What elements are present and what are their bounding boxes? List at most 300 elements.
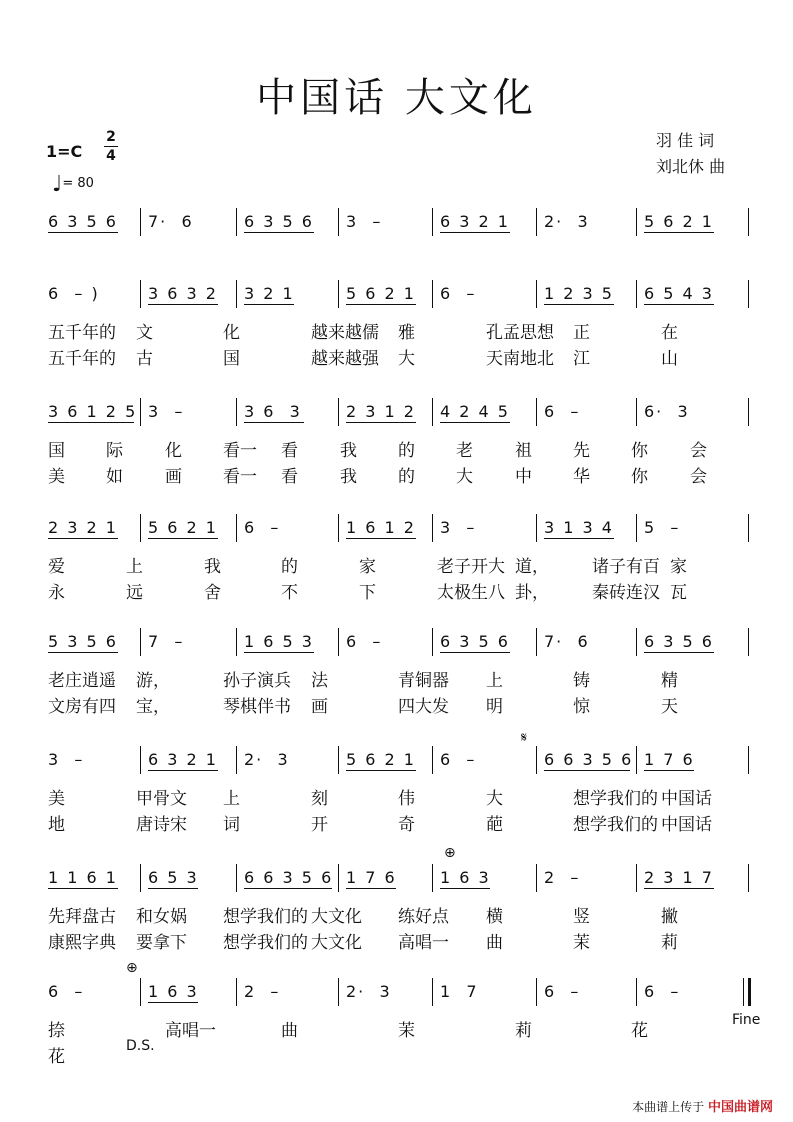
measure-notes: 6 6 3 5 6 — [544, 750, 634, 769]
lyric-word: 的 — [398, 467, 415, 487]
barline — [236, 746, 237, 774]
measure — [48, 280, 138, 310]
barline — [636, 280, 637, 308]
staff-row — [44, 628, 752, 658]
lyric-word: 大 — [456, 467, 473, 487]
measure — [244, 978, 336, 1008]
measure — [148, 514, 234, 544]
lyric-word: 太极生八 — [437, 583, 505, 603]
barline — [236, 514, 237, 542]
lyric-word: 莉 — [661, 933, 678, 953]
barline — [338, 280, 339, 308]
tempo-mark: ♩= 80 — [52, 172, 94, 197]
measure — [244, 208, 336, 238]
measure-notes: 3 6 3 2 — [148, 284, 218, 303]
beam-line — [148, 888, 198, 889]
lyric-word: 地 — [48, 815, 65, 835]
measure-notes: 3 6 1 2 5 — [48, 402, 138, 421]
beam-line — [48, 232, 118, 233]
measure-notes: 6 – — [48, 982, 85, 1001]
barline — [636, 978, 637, 1006]
measure — [644, 864, 746, 894]
lyric-word: 看一 — [223, 441, 257, 461]
measure-notes: 6 3 2 1 — [440, 212, 510, 231]
lyric-word: 中国话 — [661, 815, 712, 835]
lyric-word: 精 — [661, 671, 678, 691]
lyric-word: 瓦 — [670, 583, 687, 603]
beam-line — [148, 304, 218, 305]
barline — [338, 746, 339, 774]
measure-notes: 1 7 6 — [346, 868, 397, 887]
measure-notes: 6 3 5 6 — [440, 632, 510, 651]
barline — [636, 746, 637, 774]
barline — [236, 628, 237, 656]
measure — [48, 864, 138, 894]
beam-line — [440, 888, 490, 889]
lyric-word: 上 — [126, 557, 143, 577]
measure — [148, 864, 234, 894]
lyric-word: 青铜器 — [398, 671, 449, 691]
beam-line — [346, 538, 416, 539]
beam-line — [244, 652, 314, 653]
lyric-word: 美 — [48, 467, 65, 487]
beam-line — [244, 232, 314, 233]
measure — [48, 398, 138, 428]
lyric-word: 家 — [670, 557, 687, 577]
lyric-word: 家 — [359, 557, 376, 577]
measure-notes: 6 3 5 6 — [48, 212, 118, 231]
lyric-word: 和女娲 — [136, 907, 187, 927]
lyric-word: 游， — [136, 671, 170, 691]
measure-notes: 6 – ) — [48, 284, 100, 303]
measure — [48, 978, 138, 1008]
measure — [440, 280, 534, 310]
barline — [636, 864, 637, 892]
measure — [440, 208, 534, 238]
lyric-word: 国 — [223, 349, 240, 369]
beam-line — [644, 770, 694, 771]
measure — [346, 514, 430, 544]
measure — [48, 514, 138, 544]
beam-line — [244, 304, 294, 305]
barline — [748, 628, 749, 656]
measure — [644, 514, 746, 544]
lyric-word: 康熙字典 — [48, 933, 116, 953]
measure-notes: 2 3 1 7 — [644, 868, 714, 887]
measure-notes: 3 – — [48, 750, 85, 769]
measure-notes: 6 – — [440, 284, 477, 303]
lyric-word: 大文化 — [311, 907, 362, 927]
measure-notes: 3 – — [440, 518, 477, 537]
lyric-word: 花 — [48, 1047, 65, 1067]
beam-line — [644, 888, 714, 889]
lyric-word: 捺 — [48, 1021, 65, 1041]
barline — [536, 514, 537, 542]
measure-notes: 3 – — [148, 402, 185, 421]
lyric-word: 词 — [223, 815, 240, 835]
barline — [748, 864, 749, 892]
measure-notes: 5 3 5 6 — [48, 632, 118, 651]
measure — [346, 978, 430, 1008]
footer-text: 本曲谱上传于 — [632, 1100, 705, 1114]
measure-notes: 3 6 3 — [244, 402, 302, 421]
measure-notes: 2 3 1 2 — [346, 402, 416, 421]
lyric-word: 想学我们的 — [573, 789, 658, 809]
barline — [636, 398, 637, 426]
beam-line — [244, 888, 332, 889]
measure — [244, 628, 336, 658]
measure — [346, 864, 430, 894]
measure-notes: 6 – — [346, 632, 383, 651]
lyric-word: 横 — [486, 907, 503, 927]
barline — [432, 628, 433, 656]
measure-notes: 4 2 4 5 — [440, 402, 510, 421]
measure — [440, 628, 534, 658]
lyric-word: 五千年的 — [48, 349, 116, 369]
barline — [536, 978, 537, 1006]
barline — [432, 208, 433, 236]
lyric-word: 上 — [223, 789, 240, 809]
measure-notes: 2 – — [244, 982, 281, 1001]
measure-notes: 1 2 3 5 — [544, 284, 614, 303]
measure — [440, 864, 534, 894]
measure — [644, 746, 746, 776]
measure-notes: 6· 3 — [644, 402, 690, 421]
measure — [544, 280, 634, 310]
lyric-word: 永 — [48, 583, 65, 603]
measure — [346, 746, 430, 776]
measure — [644, 208, 746, 238]
barline — [140, 208, 141, 236]
lyric-word: 先拜盘古 — [48, 907, 116, 927]
beam-line — [644, 304, 714, 305]
measure — [544, 628, 634, 658]
lyric-word: 高唱一 — [398, 933, 449, 953]
lyric-word: 惊 — [573, 697, 590, 717]
lyric-word: 法 — [311, 671, 328, 691]
measure — [48, 746, 138, 776]
barline — [432, 514, 433, 542]
page-title: 中国话 大文化 — [256, 75, 537, 121]
measure — [244, 398, 336, 428]
barline — [536, 746, 537, 774]
measure-notes: 1 7 — [440, 982, 479, 1001]
lyric-word: 爱 — [48, 557, 65, 577]
measure-notes: 2 3 2 1 — [48, 518, 118, 537]
lyric-word: 正 — [573, 323, 590, 343]
lyric-word: 画 — [311, 697, 328, 717]
lyricist: 羽 佳 词 — [656, 131, 715, 150]
measure — [544, 514, 634, 544]
measure-notes: 6 – — [544, 982, 581, 1001]
barline — [140, 280, 141, 308]
lyric-word: 莉 — [515, 1021, 532, 1041]
measure — [544, 398, 634, 428]
staff-row — [44, 746, 752, 776]
lyric-word: 撇 — [661, 907, 678, 927]
lyric-word: 看 — [281, 441, 298, 461]
lyric-word: 在 — [661, 323, 678, 343]
beam-line — [644, 652, 714, 653]
measure-notes: 1 6 5 3 — [244, 632, 314, 651]
measure — [244, 280, 336, 310]
meter-top: 2 — [106, 129, 116, 145]
measure — [544, 978, 634, 1008]
measure-notes: 5 6 2 1 — [346, 284, 416, 303]
measure-notes: 6 5 4 3 — [644, 284, 714, 303]
lyric-word: 天南地北 — [486, 349, 554, 369]
lyric-word: 竖 — [573, 907, 590, 927]
measure-notes: 1 7 6 — [644, 750, 695, 769]
barline — [432, 978, 433, 1006]
lyric-word: 开 — [311, 815, 328, 835]
lyric-word: 要拿下 — [136, 933, 187, 953]
lyric-word: 曲 — [486, 933, 503, 953]
footer — [632, 1096, 773, 1115]
lyric-word: 老庄逍遥 — [48, 671, 116, 691]
staff-row — [44, 208, 752, 238]
beam-line — [544, 538, 614, 539]
measure — [440, 398, 534, 428]
measure — [544, 746, 634, 776]
measure-notes: 5 6 2 1 — [644, 212, 714, 231]
lyric-word: 孔孟思想 — [486, 323, 554, 343]
barline — [432, 398, 433, 426]
beam-line — [440, 232, 510, 233]
lyric-word: 大文化 — [311, 933, 362, 953]
measure-notes: 3 1 3 4 — [544, 518, 614, 537]
staff-row — [44, 864, 752, 894]
barline — [748, 746, 749, 774]
beam-line — [244, 422, 304, 423]
measure-notes: 1 6 3 — [148, 982, 199, 1001]
barline — [140, 628, 141, 656]
lyric-word: 孙子演兵 — [223, 671, 291, 691]
lyric-word: 我 — [204, 557, 221, 577]
barline — [236, 208, 237, 236]
coda-icon-2: ⊕ — [126, 960, 138, 976]
barline — [140, 978, 141, 1006]
barline — [536, 628, 537, 656]
measure — [244, 864, 336, 894]
measure-notes: 5 6 2 1 — [346, 750, 416, 769]
barline — [748, 398, 749, 426]
measure-notes: 5 – — [644, 518, 681, 537]
beam-line — [148, 770, 218, 771]
lyric-word: 先 — [573, 441, 590, 461]
barline — [432, 864, 433, 892]
fine-mark: Fine — [732, 1012, 761, 1028]
barline — [636, 514, 637, 542]
beam-line — [48, 652, 118, 653]
measure — [148, 628, 234, 658]
measure — [148, 398, 234, 428]
barline — [140, 746, 141, 774]
lyric-word: 文房有四 — [48, 697, 116, 717]
measure-notes: 5 6 2 1 — [148, 518, 218, 537]
lyric-word: 中 — [515, 467, 532, 487]
lyric-word: 五千年的 — [48, 323, 116, 343]
lyric-word: 看 — [281, 467, 298, 487]
measure — [244, 514, 336, 544]
measure-notes: 1 6 3 — [440, 868, 491, 887]
measure-notes: 6 3 5 6 — [644, 632, 714, 651]
measure — [440, 514, 534, 544]
beam-line — [544, 304, 614, 305]
barline — [338, 978, 339, 1006]
lyric-word: 的 — [281, 557, 298, 577]
measure-notes: 1 6 1 2 — [346, 518, 416, 537]
lyric-word: 卦， — [515, 583, 549, 603]
lyric-word: 花 — [631, 1021, 648, 1041]
lyric-word: 文 — [136, 323, 153, 343]
lyric-word: 四大发 — [398, 697, 449, 717]
lyric-word: 大 — [486, 789, 503, 809]
beam-line — [148, 1002, 198, 1003]
beam-line — [48, 422, 134, 423]
measure-notes: 6 – — [644, 982, 681, 1001]
measure-notes: 7· 6 — [148, 212, 194, 231]
barline — [748, 280, 749, 308]
lyric-word: 明 — [486, 697, 503, 717]
lyric-word: 奇 — [398, 815, 415, 835]
lyric-word: 画 — [165, 467, 182, 487]
lyric-word: 中国话 — [661, 789, 712, 809]
beam-line — [148, 538, 218, 539]
segno-icon: 𝄋 — [521, 730, 528, 746]
key-signature: 1=C — [46, 142, 83, 161]
lyric-word: 华 — [573, 467, 590, 487]
beam-line — [48, 888, 118, 889]
coda-icon: ⊕ — [444, 845, 456, 861]
measure-notes: 6 5 3 — [148, 868, 199, 887]
lyric-word: 祖 — [515, 441, 532, 461]
lyric-word: 越来越儒 — [311, 323, 379, 343]
lyric-word: 道， — [515, 557, 549, 577]
measure-notes: 6 3 2 1 — [148, 750, 218, 769]
barline — [636, 208, 637, 236]
measure-notes: 7 – — [148, 632, 185, 651]
barline — [140, 514, 141, 542]
measure-notes: 3 – — [346, 212, 383, 231]
measure-notes: 6 – — [244, 518, 281, 537]
measure-notes: 6 – — [544, 402, 581, 421]
barline — [236, 864, 237, 892]
measure — [346, 280, 430, 310]
composer: 刘北休 曲 — [656, 157, 726, 176]
measure — [244, 746, 336, 776]
lyric-word: 甲骨文 — [136, 789, 187, 809]
staff-row — [44, 978, 752, 1008]
measure — [346, 398, 430, 428]
lyric-word: 山 — [661, 349, 678, 369]
barline — [236, 280, 237, 308]
lyric-word: 国 — [48, 441, 65, 461]
measure-notes: 2· 3 — [544, 212, 590, 231]
measure — [440, 746, 534, 776]
measure — [440, 978, 534, 1008]
barline — [432, 280, 433, 308]
beam-line — [346, 888, 396, 889]
lyric-word: 唐诗宋 — [136, 815, 187, 835]
measure-notes: 6 – — [440, 750, 477, 769]
barline — [748, 514, 749, 542]
lyric-word: 远 — [126, 583, 143, 603]
measure — [48, 208, 138, 238]
barline — [338, 864, 339, 892]
lyric-word: 古 — [136, 349, 153, 369]
lyric-word: 想学我们的 — [573, 815, 658, 835]
staff-row — [44, 514, 752, 544]
lyric-word: 化 — [223, 323, 240, 343]
measure — [644, 628, 746, 658]
lyric-word: 如 — [106, 467, 123, 487]
lyric-word: 琴棋伴书 — [223, 697, 291, 717]
measure-notes: 3 2 1 — [244, 284, 295, 303]
measure — [544, 208, 634, 238]
lyric-word: 秦砖连汉 — [592, 583, 660, 603]
lyric-word: 铸 — [573, 671, 590, 691]
measure-notes: 2· 3 — [244, 750, 290, 769]
beam-line — [440, 422, 510, 423]
barline — [536, 398, 537, 426]
measure — [346, 628, 430, 658]
lyric-word: 的 — [398, 441, 415, 461]
quarter-note-icon: ♩ — [52, 172, 63, 197]
lyric-word: 江 — [573, 349, 590, 369]
beam-line — [346, 422, 416, 423]
measure — [148, 280, 234, 310]
barline — [140, 864, 141, 892]
lyric-word: 想学我们的 — [223, 933, 308, 953]
measure-notes: 2 – — [544, 868, 581, 887]
measure — [148, 978, 234, 1008]
lyric-word: 曲 — [281, 1021, 298, 1041]
measure-notes: 2· 3 — [346, 982, 392, 1001]
barline — [338, 208, 339, 236]
barline — [432, 746, 433, 774]
lyric-word: 你 — [631, 441, 648, 461]
measure — [644, 398, 746, 428]
lyric-word: 际 — [106, 441, 123, 461]
lyric-word: 不 — [281, 583, 298, 603]
lyric-word: 大 — [398, 349, 415, 369]
lyric-word: 老 — [456, 441, 473, 461]
lyric-word: 诸子有百 — [592, 557, 660, 577]
lyric-word: 宝， — [136, 697, 170, 717]
measure-notes: 7· 6 — [544, 632, 590, 651]
lyric-word: 刻 — [311, 789, 328, 809]
lyric-word: 茉 — [573, 933, 590, 953]
beam-line — [346, 304, 416, 305]
lyric-word: 美 — [48, 789, 65, 809]
lyric-word: 葩 — [486, 815, 503, 835]
beam-line — [544, 770, 630, 771]
lyric-word: 想学我们的 — [223, 907, 308, 927]
ds-mark: D.S. — [126, 1038, 155, 1054]
measure — [644, 978, 746, 1008]
lyric-word: 会 — [690, 441, 707, 461]
barline — [536, 864, 537, 892]
lyric-word: 你 — [631, 467, 648, 487]
measure-notes: 1 1 6 1 — [48, 868, 118, 887]
barline — [338, 514, 339, 542]
beam-line — [644, 232, 714, 233]
lyric-word: 茉 — [398, 1021, 415, 1041]
measure — [544, 864, 634, 894]
barline — [536, 280, 537, 308]
lyric-word: 我 — [340, 467, 357, 487]
